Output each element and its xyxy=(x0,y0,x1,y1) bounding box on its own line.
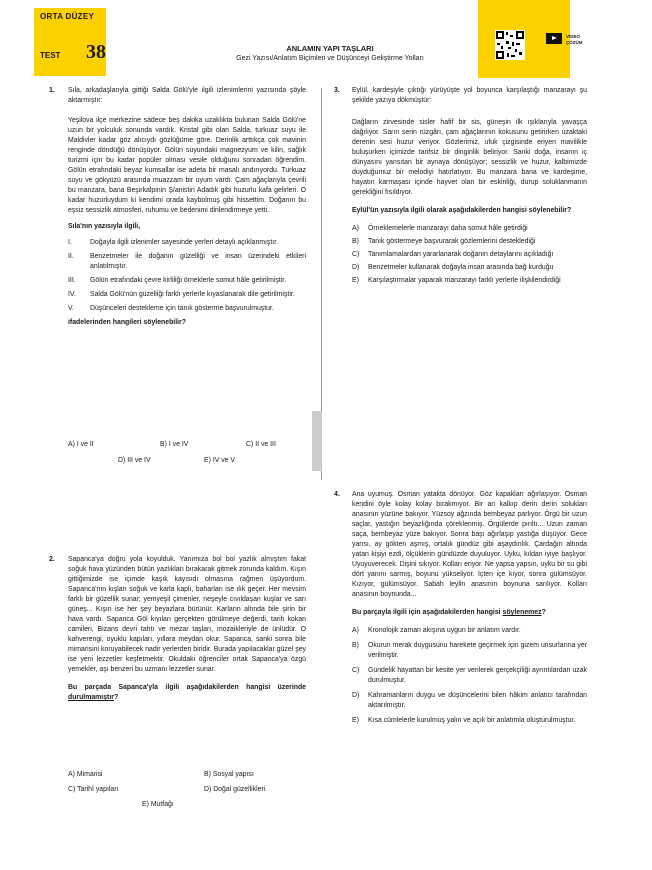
q3-option-b[interactable]: B) Tanık göstermeye başvurarak gözlemlerini desteklediği xyxy=(352,238,536,245)
question-3-passage: Dağların zirvesinde sisler hafif bir sis, güneşin ilk ışıklarıyla yavaşça dağılıyor. Sarın serin rüzgârı, çam ağaçlarının kokusunu getirirken uzaktaki derenin sesi huzur veriyor. Gözlerimiz, ufuk çizgisinde eriyen mavilikle buluşurken içimizde tarifsiz bir dinginlik beliriyor. Sanki doğa, insanın iç dünyasını yansıtan bir aynaya dönüşüyor; sessizlik ve huzur, kalbimizde duyduğumuz bir melodiyi hatırlatıyor. Bu manzara bana ve kardeşime, hayatın karmaşası içinde hayvet olan bir eskinliği, durup soluklanmanın gerekliğini fısıldıyor. xyxy=(352,119,587,196)
q2-option-e[interactable]: E) Mutfağı xyxy=(142,801,174,808)
question-1-passage: Yeşilova ilçe merkezine sadece beş dakika uzaklıkta bulunan Salda Gölü'ne uzun bir yolculuk sonunda vardık. Kristal gibi olan Salda, turkuaz suyu ile Maldivler kadar göz alıcıydı gözlüğüme göre. Derinlik arttıkça çok mavinin renginde döndüğü dönüşüyor. Gölün suyundaki magnezyum ve kilin, sağlık turizmi için bu kadar popüler olması vesile olduğunu sonradan öğrendim. Gölün etrafındaki beyaz kumsallar ise adeta bir masalı andırıyordu. Turkuaz suyu ve gökyüzü arasında muazzam bir uyum vardı. Çam ağaçlarıyla çevrili bu manzara, bana Beşirkalpinin Ş/anistiri Adadık gibi huzurlu kafa gelirleri. O kadar huzurluydum ki kendimi orada kaybolmuş gibi hissettim. Doğanın bu eşsiz sessizlik atmosferi, ruhumu ve bedenimi dinlendirmeye yetti. xyxy=(68,117,306,214)
q1-option-d[interactable]: D) III ve IV xyxy=(118,457,151,464)
q1-option-a[interactable]: A) I ve II xyxy=(68,441,94,448)
question-2-number: 2. xyxy=(49,556,55,563)
q3-option-e[interactable]: E) Karşılaştırmalar yaparak manzarayı farklı yerlerle ilişkilendirdiği xyxy=(352,277,561,284)
page-subtitle: Gezi Yazısı/Anlatım Biçimleri ve Düşünceyi Geliştirme Yolları xyxy=(236,55,424,62)
q2-option-a[interactable]: A) Mimarisi xyxy=(68,771,103,778)
q4-option-c[interactable]: C) Gündelik hayattan bir kesite yer verilerek gerçekçiliği ayrıntılardan uzak durulmuştur. xyxy=(352,667,587,684)
list-item: V. Düşünceleri destekleme için tanık gösterme başvurulmuştur. xyxy=(68,305,274,312)
q4-option-b[interactable]: B) Okurun merak duygusunu harekete geçirmek için gizem unsurlarına yer verilmiştir. xyxy=(352,642,587,659)
qr-code-icon[interactable] xyxy=(495,30,525,60)
q1-option-c[interactable]: C) II ve III xyxy=(246,441,276,448)
question-1-number: 1. xyxy=(49,87,55,94)
question-3 xyxy=(352,86,587,289)
video-play-icon[interactable] xyxy=(546,33,562,44)
q4-option-e[interactable]: E) Kısa cümlelerle kurulmuş yalın ve açık bir anlatımla oluşturulmuştur. xyxy=(352,717,576,724)
q2-option-b[interactable]: B) Sosyal yapısı xyxy=(204,771,254,778)
question-1 xyxy=(68,86,306,328)
list-item: I. Doğayla ilgili izlenimler sayesinde yerleri detaylı açıklanmıştır. xyxy=(68,239,279,246)
test-number: 38 xyxy=(86,41,106,63)
question-2 xyxy=(68,555,306,703)
q1-option-b[interactable]: B) I ve IV xyxy=(160,441,189,448)
q1-option-e[interactable]: E) IV ve V xyxy=(204,457,236,464)
q2-option-d[interactable]: D) Doğal güzellikleri xyxy=(204,786,266,793)
test-label: TEST xyxy=(40,51,61,60)
question-4-number: 4. xyxy=(334,491,340,498)
question-3-intro: Eylül, kardeşiyle çıktığı yürüyüşte yol boyunca karşılaştığı manzarayı şu şekilde yazıya dökmüştür: xyxy=(352,87,587,104)
q2-option-c[interactable]: C) Tarihî yapıları xyxy=(68,786,119,793)
question-2-passage: Sapanca'ya doğru yola koyulduk. Yanımıza bol bol yazlık almıştım fakat soğuk hava yüzünden bütün yazlıkları bırakarak gitmek zorunda kaldım. Kışın gittiğimizde ise içimde kaşık kayısıdı olmasına rağmen üşüyordum. Sapanca'nın kışları soğuk ve karla kaplı, baharları ise ılık geçer. Her mevsim farklı bir güzellik sunar; yemyeşil çimenler, neşeyle cıvıldaşan kuşlar ve sarı güneş... Kışın ise her şey beyazlara bürünür. Karların altında bile şirin bir hava vardı. Sapanca Göl kıyıları gerçekten görülmeye değerdi, tarih kokan camileri, Bizans devri tahtı ve mezar taşları, mozaikleriyle de ünlüdür. O kahverengi, oyuklu kapıları, yıllara meydan okur. Sapanca, sanki sonra bile mimarisini koruyabilecek nadir yerlerden biridir. Burada yapılacaklar güzel şey ise yeni lezzetler keşfetmektir. Okuldaki öğrenciler ortak Sapanca'ya özgü yemekler, aşı benzeri bu uzmanı lezzetler sunar. xyxy=(68,556,306,673)
question-3-options xyxy=(352,224,587,286)
question-1-prompt: ifadelerinden hangileri söylenebilir? xyxy=(68,319,186,326)
question-4-passage: Ana uyumuş. Osman yatakta dönüyor. Göz kapakları ağırlaşıyor. Osman kendini öyle kolay kolay bırakmıyor. Bir an kalkıp derin derin solukları anasının yüzüne bakıyor. Yüzsoy ağzında bembeyaz parlıyor. Örgü bir uzun saçlar, yastığın beyazlığında çöreklenmiş. Örgülerde pırıltı... Uzun zaman saça, bembeyaz yüze bakıyor. Sonra başı ağırlaşıp yastığa düşüyor. Gece yarısı, ay gökten aşmış, ortalık gündüz gibi aşaydınlık. Çardağın altında yatan kişiyi ezdi, ölçüklerin gündüzde duyuluyor. Uyku, kıldan iyiye başlıyor. Uyuyuverecek. Dişini sıkıyor. Kolları eriyor. Ne yapsa yapsın, uyku bir su gibi dört yanını sarmış, boyunu yükseliyor. İçten içe kıyor, sonra gülümsüyor. Kızıyor, gülümsüyor. Sabah leylin anasının boynuna sarılıyor. Kolları anasının boynunda... xyxy=(352,491,587,598)
q3-option-a[interactable]: A) Örneklemelerle manzarayı daha somut hâle getirdiği xyxy=(352,225,528,232)
q3-option-c[interactable]: C) Tanımlamalardan yararlanarak doğanın detaylarını açıkladığı xyxy=(352,251,554,258)
list-item: IV. Salda Gölü'nün güzelliği farklı yerlerle kıyaslanarak dile getirilmiştir. xyxy=(68,291,295,298)
question-1-items xyxy=(68,238,306,314)
question-3-prompt: Eylül'ün yazısıyla ilgili olarak aşağıdakilerden hangisi söylenebilir? xyxy=(352,207,572,214)
list-item: II. Benzetmeler ile doğanın güzelliği ve insan üzerindeki etkileri anlatılmıştır. xyxy=(68,253,306,270)
video-solution-label[interactable]: VİDEO ÇÖZÜM xyxy=(566,34,583,45)
question-1-stem: Sıla'nın yazısıyla ilgili, xyxy=(68,223,141,230)
question-4-options xyxy=(352,626,587,726)
question-3-number: 3. xyxy=(334,87,340,94)
level-label: ORTA DÜZEY xyxy=(40,12,95,21)
question-1-intro: Sıla, arkadaşlarıyla gittiği Salda Gölü'yle ilgili izlenimlerini yazısında şöyle aktarmıştır: xyxy=(68,87,306,104)
side-watermark xyxy=(312,411,322,471)
question-4-prompt: Bu parçayla ilgili için aşağıdakilerden hangisi söylenemez? xyxy=(352,609,546,616)
q4-option-d[interactable]: D) Kahramanların duygu ve düşüncelerini bilen hâkim anlatıcı tarafından aktarılmıştır. xyxy=(352,692,587,709)
q3-option-d[interactable]: D) Benzetmeler kullanarak doğayla insan arasında bağ kurduğu xyxy=(352,264,554,271)
list-item: III. Gölün etrafındaki çevre kirliliği örneklerle somut hâle getirilmiştir. xyxy=(68,277,287,284)
question-4 xyxy=(352,490,587,731)
page-title: ANLAMIN YAPI TAŞLARI xyxy=(286,44,374,53)
question-2-prompt: Bu parçada Sapanca'yla ilgili aşağıdakilerden hangisi üzerinde durulmamıştır? xyxy=(68,684,306,701)
q4-option-a[interactable]: A) Kronolojik zaman akışına uygun bir anlatım vardır. xyxy=(352,627,521,634)
